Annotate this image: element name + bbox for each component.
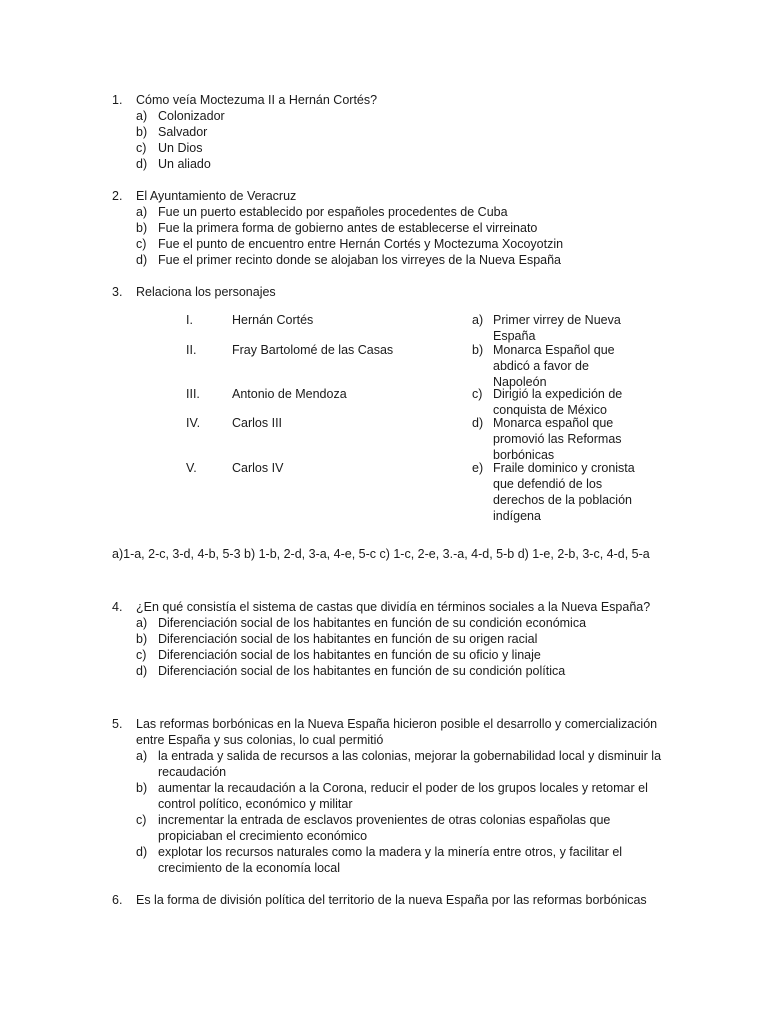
question-2-prompt <box>112 188 672 204</box>
question-number: 3. <box>112 285 123 299</box>
option-b <box>136 631 672 647</box>
description-letter: d) <box>472 416 484 430</box>
description-item <box>472 386 637 418</box>
question-text: El Ayuntamiento de Veracruz <box>136 189 297 203</box>
answer-choices: a)1-a, 2-c, 3-d, 4-b, 5-3 b) 1-b, 2-d, 3-a, 4-e, 5-c c) 1-c, 2-e, 3.-a, 4-d, 5-b d) 1-e, 2-b, 3-c, 4-d, 5-a <box>112 547 650 561</box>
option-letter: a) <box>136 616 148 630</box>
description-item <box>472 460 637 524</box>
option-text: Fue el primer recinto donde se alojaban los virreyes de la Nueva España <box>158 253 562 267</box>
option-letter: d) <box>136 664 148 678</box>
option-c <box>136 647 672 663</box>
description-text: Monarca español que promovió las Reformas borbónicas <box>493 416 622 462</box>
description-letter: e) <box>472 461 484 475</box>
character-name: Carlos IV <box>232 461 284 475</box>
matching-table <box>112 312 672 522</box>
question-text: ¿En qué consistía el sistema de castas que dividía en términos sociales a la Nueva España? <box>136 600 651 614</box>
question-text: Es la forma de división política del territorio de la nueva España por las reformas borbónicas <box>136 893 647 907</box>
roman-numeral: III. <box>186 387 200 401</box>
description-letter: b) <box>472 343 484 357</box>
option-text: Diferenciación social de los habitantes en función de su origen racial <box>158 632 538 646</box>
option-text: Diferenciación social de los habitantes en función de su condición económica <box>158 616 587 630</box>
option-b <box>136 124 672 140</box>
option-c <box>136 140 672 156</box>
option-text: Un Dios <box>158 141 203 155</box>
description-text: Monarca Español que abdicó a favor de Napoleón <box>493 343 615 389</box>
option-text: Diferenciación social de los habitantes en función de su oficio y linaje <box>158 648 541 662</box>
question-number: 2. <box>112 189 123 203</box>
option-text: Diferenciación social de los habitantes en función de su condición política <box>158 664 566 678</box>
option-text: Fue el punto de encuentro entre Hernán Cortés y Moctezuma Xocoyotzin <box>158 237 564 251</box>
question-3-prompt <box>112 284 672 300</box>
character-name: Fray Bartolomé de las Casas <box>232 343 394 357</box>
option-text: Colonizador <box>158 109 225 123</box>
option-a <box>136 615 672 631</box>
option-letter: d) <box>136 845 148 859</box>
description-text: Primer virrey de Nueva España <box>493 313 621 343</box>
option-letter: c) <box>136 141 147 155</box>
option-c <box>136 236 672 252</box>
description-item <box>472 415 637 463</box>
option-a <box>136 748 672 780</box>
character-name: Carlos III <box>232 416 283 430</box>
option-d <box>136 844 672 876</box>
option-letter: c) <box>136 813 147 827</box>
option-a <box>136 108 672 124</box>
option-letter: b) <box>136 632 148 646</box>
option-text: Fue la primera forma de gobierno antes de establecerse el virreinato <box>158 221 538 235</box>
option-b <box>136 220 672 236</box>
question-6-prompt <box>112 892 672 908</box>
question-1-prompt <box>112 92 672 108</box>
roman-numeral: IV. <box>186 416 201 430</box>
description-text: Fraile dominico y cronista que defendió de los derechos de la población indígena <box>493 461 635 523</box>
option-b <box>136 780 672 812</box>
question-4 <box>112 599 672 679</box>
description-item <box>472 312 637 344</box>
question-5 <box>112 716 672 876</box>
option-text: aumentar la recaudación a la Corona, reducir el poder de los grupos locales y retomar el control político, económico y militar <box>158 781 648 811</box>
question-number: 1. <box>112 93 123 107</box>
description-letter: a) <box>472 313 484 327</box>
question-text: Las reformas borbónicas en la Nueva España hicieron posible el desarrollo y comercialización entre España y sus colonias, lo cual permitió <box>136 717 658 747</box>
question-5-prompt <box>112 716 672 748</box>
option-text: la entrada y salida de recursos a las colonias, mejorar la gobernabilidad local y disminuir la recaudación <box>158 749 662 779</box>
question-number: 4. <box>112 600 123 614</box>
character-name: Antonio de Mendoza <box>232 387 347 401</box>
question-6 <box>112 892 672 908</box>
question-number: 6. <box>112 893 123 907</box>
question-4-prompt <box>112 599 672 615</box>
character-name: Hernán Cortés <box>232 313 314 327</box>
option-text: Fue un puerto establecido por españoles procedentes de Cuba <box>158 205 508 219</box>
description-letter: c) <box>472 387 483 401</box>
option-a <box>136 204 672 220</box>
option-letter: a) <box>136 205 148 219</box>
option-letter: c) <box>136 648 147 662</box>
question-2 <box>112 188 672 268</box>
option-letter: d) <box>136 157 148 171</box>
option-letter: b) <box>136 221 148 235</box>
question-number: 5. <box>112 717 123 731</box>
question-text: Relaciona los personajes <box>136 285 276 299</box>
question-3 <box>112 284 672 300</box>
description-text: Dirigió la expedición de conquista de México <box>493 387 623 417</box>
option-letter: d) <box>136 253 148 267</box>
question-1 <box>112 92 672 172</box>
option-letter: c) <box>136 237 147 251</box>
option-letter: a) <box>136 109 148 123</box>
option-text: Salvador <box>158 125 208 139</box>
roman-numeral: I. <box>186 313 193 327</box>
option-d <box>136 252 672 268</box>
option-d <box>136 663 672 679</box>
option-d <box>136 156 672 172</box>
question-text: Cómo veía Moctezuma II a Hernán Cortés? <box>136 93 378 107</box>
option-text: Un aliado <box>158 157 211 171</box>
description-item <box>472 342 637 390</box>
option-letter: a) <box>136 749 148 763</box>
option-letter: b) <box>136 781 148 795</box>
option-c <box>136 812 672 844</box>
roman-numeral: V. <box>186 461 197 475</box>
roman-numeral: II. <box>186 343 197 357</box>
option-text: explotar los recursos naturales como la madera y la minería entre otros, y facilitar el crecimiento de la economía local <box>158 845 623 875</box>
option-text: incrementar la entrada de esclavos provenientes de otras colonias españolas que propiciaban el crecimiento económico <box>158 813 611 843</box>
option-letter: b) <box>136 125 148 139</box>
